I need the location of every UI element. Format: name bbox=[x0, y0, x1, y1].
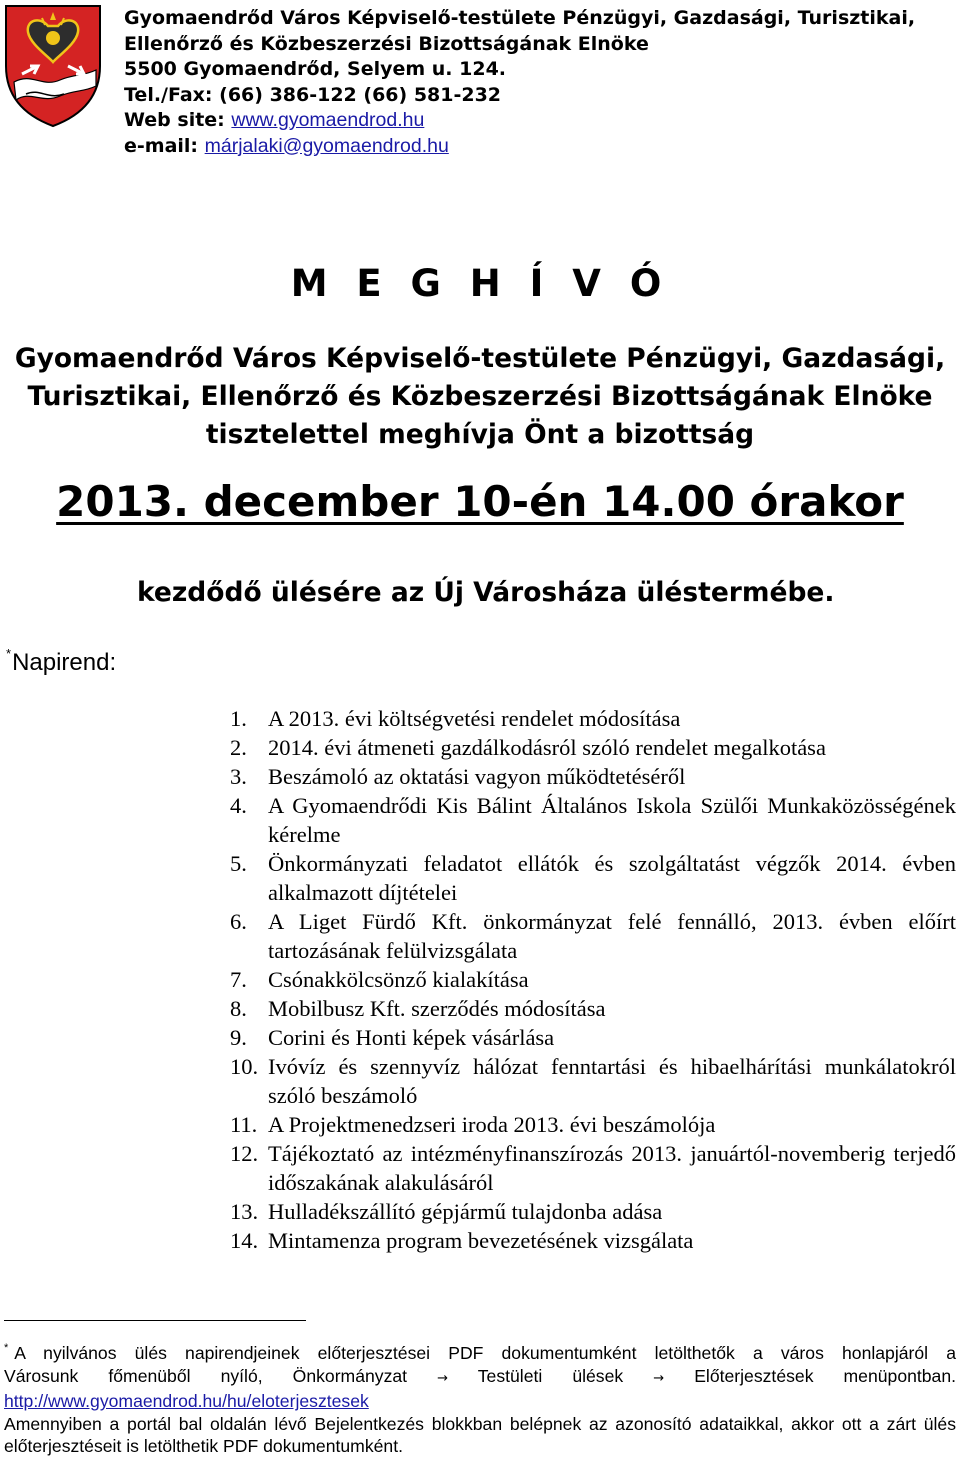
intro-line-1: Gyomaendrőd Város Képviselő-testülete Pénzügyi, Gazdasági, bbox=[14, 343, 946, 374]
agenda-item-number: 3. bbox=[230, 764, 247, 789]
agenda-item-number: 9. bbox=[230, 1025, 247, 1050]
agenda-item-text: 2014. évi átmeneti gazdálkodásról szóló rendelet megalkotása bbox=[268, 735, 826, 760]
agenda-item-number: 13. bbox=[230, 1199, 259, 1224]
header-org-line-2: Ellenőrző és Közbeszerzési Bizottságának Elnöke bbox=[124, 32, 649, 55]
header-address: 5500 Gyomaendrőd, Selyem u. 124. bbox=[124, 58, 507, 80]
footnote-menu-path-start: Városunk főmenüből nyíló, Önkormányzat bbox=[4, 1365, 408, 1386]
agenda-list bbox=[230, 704, 956, 1255]
agenda-item-text: Önkormányzati feladatot ellátók és szolgáltatást végzők 2014. évben alkalmazott díjtételei bbox=[268, 851, 956, 905]
agenda-item-number: 5. bbox=[230, 851, 247, 876]
sender-header bbox=[124, 6, 915, 159]
meeting-date: 2013. december 10-én 14.00 órakor bbox=[56, 477, 904, 526]
coat-of-arms-icon bbox=[4, 4, 102, 128]
agenda-heading-label: Napirend: bbox=[12, 649, 117, 676]
agenda-item-text: Ivóvíz és szennyvíz hálózat fenntartási és hibaelhárítási munkálatokról szóló beszámoló bbox=[268, 1054, 956, 1108]
agenda-item-number: 2. bbox=[230, 735, 247, 760]
footnote-menu-path-end: Előterjesztések menüpontban. bbox=[694, 1365, 957, 1386]
agenda-item bbox=[230, 994, 956, 1023]
agenda-item-number: 6. bbox=[230, 909, 247, 934]
footnote-line-1 bbox=[4, 1337, 956, 1365]
agenda-item-text: A Projektmenedzseri iroda 2013. évi beszámolója bbox=[268, 1112, 716, 1137]
invitation-title: M E G H Í V Ó bbox=[290, 262, 670, 305]
footnote-line-3 bbox=[4, 1390, 956, 1413]
agenda-item-text: Mintamenza program bevezetésének vizsgálata bbox=[268, 1228, 694, 1253]
arrow-right-icon: → bbox=[437, 1370, 449, 1386]
footnote-line-4: Amennyiben a portál bal oldalán lévő Bejelentkezés blokkban belépnek az azonosító adataikkal, akkor ott a zárt ülés előterjesztéseit is letölthetik PDF dokumentumként. bbox=[4, 1413, 956, 1457]
agenda-item bbox=[230, 1139, 956, 1197]
website-label: Web site: bbox=[124, 109, 232, 131]
agenda-item-text: Csónakkölcsönző kialakítása bbox=[268, 967, 529, 992]
agenda-item-text: A Gyomaendrődi Kis Bálint Általános Iskola Szülői Munkaközösségének kérelme bbox=[268, 793, 956, 847]
agenda-item-text: Beszámoló az oktatási vagyon működtetéséről bbox=[268, 764, 686, 789]
agenda-item bbox=[230, 1197, 956, 1226]
agenda-item bbox=[230, 849, 956, 907]
header-phone-fax: Tel./Fax: (66) 386-122 (66) 581-232 bbox=[124, 83, 502, 106]
meeting-venue: kezdődő ülésére az Új Városháza üléstermébe. bbox=[137, 577, 835, 608]
footnote-menu-path-middle: Testületi ülések bbox=[477, 1365, 624, 1386]
email-label: e-mail: bbox=[124, 134, 205, 157]
agenda-item-text: Mobilbusz Kft. szerződés módosítása bbox=[268, 996, 606, 1021]
footnote-divider bbox=[4, 1320, 306, 1321]
agenda-item bbox=[230, 1110, 956, 1139]
footnote-url-link[interactable]: http://www.gyomaendrod.hu/hu/eloterjesztesek bbox=[4, 1391, 369, 1412]
agenda-heading bbox=[6, 646, 116, 677]
agenda-item bbox=[230, 733, 956, 762]
agenda-item bbox=[230, 704, 956, 733]
agenda-item-number: 4. bbox=[230, 793, 247, 818]
agenda-item-text: Hulladékszállító gépjármű tulajdonba adása bbox=[268, 1199, 663, 1224]
agenda-item bbox=[230, 1226, 956, 1255]
agenda-item-number: 7. bbox=[230, 967, 247, 992]
agenda-item-number: 8. bbox=[230, 996, 247, 1021]
footnote-line-2 bbox=[4, 1365, 956, 1391]
agenda-item bbox=[230, 1023, 956, 1052]
agenda-item-text: Tájékoztató az intézményfinanszírozás 2013. januártól-novemberig terjedő időszakának alakulásáról bbox=[268, 1141, 956, 1195]
agenda-item-text: Corini és Honti képek vásárlása bbox=[268, 1025, 555, 1050]
header-email-row bbox=[124, 134, 915, 160]
agenda-item-text: A Liget Fürdő Kft. önkormányzat felé fennálló, 2013. évben előírt tartozásának felülvizsgálata bbox=[268, 909, 956, 963]
agenda-item-number: 12. bbox=[230, 1141, 259, 1166]
agenda-item-number: 14. bbox=[230, 1228, 259, 1253]
footnote-marker: * bbox=[4, 1342, 9, 1354]
agenda-item-text: A 2013. évi költségvetési rendelet módosítása bbox=[268, 706, 681, 731]
header-website-row bbox=[124, 108, 915, 134]
intro-line-2: Turisztikai, Ellenőrző és Közbeszerzési Bizottságának Elnöke bbox=[27, 381, 933, 412]
arrow-right-icon: → bbox=[653, 1370, 665, 1386]
agenda-item bbox=[230, 762, 956, 791]
footnote bbox=[4, 1337, 956, 1458]
invitation-intro bbox=[0, 340, 960, 454]
agenda-item-number: 10. bbox=[230, 1054, 259, 1079]
header-org-line-1: Gyomaendrőd Város Képviselő-testülete Pénzügyi, Gazdasági, Turisztikai, bbox=[124, 7, 916, 29]
website-link[interactable]: www.gyomaendrod.hu bbox=[231, 109, 425, 131]
agenda-item bbox=[230, 907, 956, 965]
email-link[interactable]: márjalaki@gyomaendrod.hu bbox=[204, 134, 449, 157]
agenda-item bbox=[230, 791, 956, 849]
intro-line-3: tisztelettel meghívja Önt a bizottság bbox=[205, 419, 755, 450]
footnote-text-1: A nyilvános ülés napirendjeinek előterjesztései PDF dokumentumként letölthetők a város honlapjáról a bbox=[14, 1343, 956, 1363]
agenda-item-number: 11. bbox=[230, 1112, 258, 1137]
agenda-item bbox=[230, 965, 956, 994]
agenda-item-number: 1. bbox=[230, 706, 247, 731]
footnote-marker: * bbox=[6, 646, 12, 661]
agenda-item bbox=[230, 1052, 956, 1110]
